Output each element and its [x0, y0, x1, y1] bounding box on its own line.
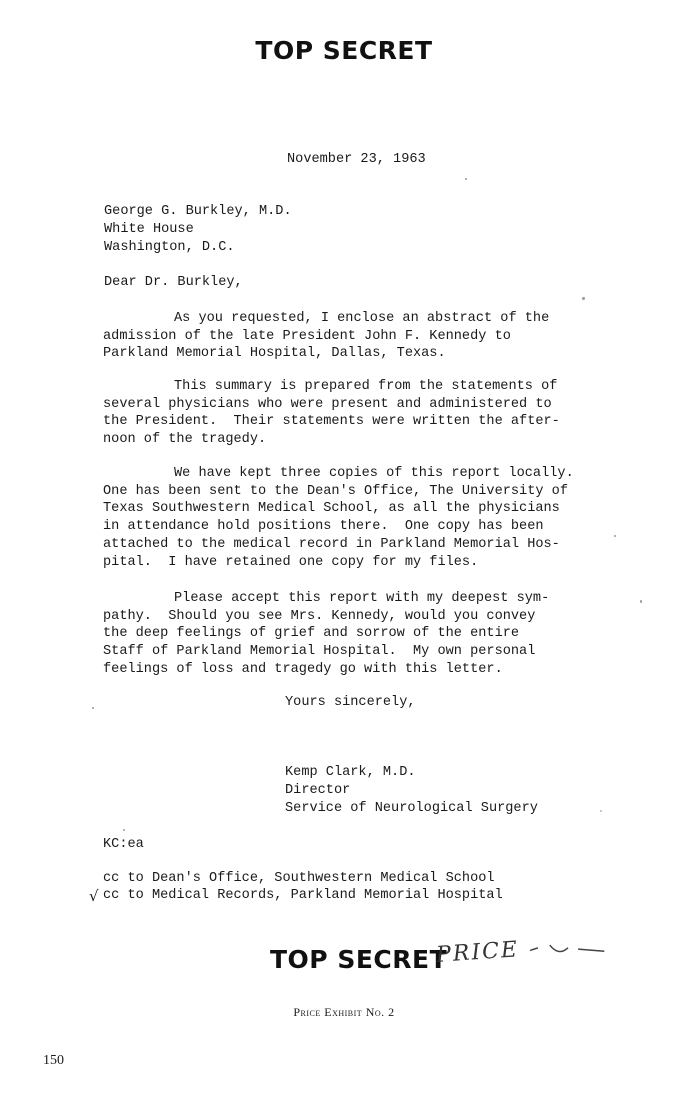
paragraph-line: As you requested, I enclose an abstract of the — [174, 311, 550, 326]
paragraph-line: This summary is prepared from the statements of — [174, 379, 558, 394]
scan-speck — [92, 707, 94, 709]
exhibit-label: Price Exhibit No. 2 — [293, 1005, 395, 1019]
paragraph-line: Please accept this report with my deepest sym- — [174, 591, 550, 606]
closing: Yours sincerely, — [285, 695, 416, 710]
letter-date: November 23, 1963 — [287, 152, 426, 167]
paragraph-1 — [103, 310, 623, 363]
salutation: Dear Dr. Burkley, — [104, 275, 243, 290]
recipient-name: George G. Burkley, M.D. — [104, 204, 292, 219]
recipient-org: White House — [104, 222, 194, 237]
paragraph-line: feelings of loss and tragedy go with this letter. — [103, 661, 503, 677]
top-secret-stamp-footer: TOP SECRET — [270, 945, 448, 974]
paragraph-line: admission of the late President John F. Kennedy to — [103, 328, 511, 344]
paragraph-line: pathy. Should you see Mrs. Kennedy, would you convey — [103, 608, 536, 624]
scan-speck — [582, 297, 585, 300]
signer-title: Director — [285, 783, 351, 798]
paragraph-line: noon of the tragedy. — [103, 432, 267, 448]
paragraph-line: We have kept three copies of this report locally. — [174, 466, 574, 481]
recipient-city: Washington, D.C. — [104, 240, 235, 255]
paragraph-line: One has been sent to the Dean's Office, The University of — [103, 483, 568, 499]
paragraph-2 — [103, 378, 623, 449]
signer-name: Kemp Clark, M.D. — [285, 765, 416, 780]
handwritten-checkmark: √ — [89, 887, 99, 905]
scan-speck — [600, 810, 602, 812]
top-secret-stamp-header: TOP SECRET — [255, 36, 433, 65]
paragraph-line: attached to the medical record in Parkland Memorial Hos- — [103, 536, 560, 552]
page-number: 150 — [43, 1053, 64, 1068]
paragraph-line: the deep feelings of grief and sorrow of the entire — [103, 626, 520, 642]
paragraph-line: several physicians who were present and administered to — [103, 396, 552, 412]
scan-speck — [614, 535, 616, 537]
handwritten-scribble — [527, 933, 608, 961]
cc-line-1: cc to Dean's Office, Southwestern Medical School — [103, 871, 495, 886]
paragraph-line: pital. I have retained one copy for my files. — [103, 554, 479, 570]
typist-initials: KC:ea — [103, 837, 144, 852]
signature-block — [285, 764, 538, 818]
handwritten-name: PRICE — [435, 937, 520, 968]
paragraph-4 — [103, 590, 623, 679]
cc-line-2: cc to Medical Records, Parkland Memorial Hospital — [103, 888, 503, 903]
paragraph-line: Staff of Parkland Memorial Hospital. My own personal — [103, 644, 536, 660]
paragraph-line: the President. Their statements were written the after- — [103, 414, 560, 430]
paragraph-3 — [103, 465, 623, 571]
paragraph-line: Texas Southwestern Medical School, as all the physicians — [103, 501, 560, 517]
scan-speck — [123, 829, 125, 831]
handwritten-annotation — [435, 931, 608, 968]
scan-speck — [465, 178, 467, 180]
signer-department: Service of Neurological Surgery — [285, 801, 538, 816]
scan-speck — [640, 600, 642, 603]
paragraph-line: in attendance hold positions there. One copy has been — [103, 519, 544, 535]
paragraph-line: Parkland Memorial Hospital, Dallas, Texas. — [103, 346, 446, 362]
